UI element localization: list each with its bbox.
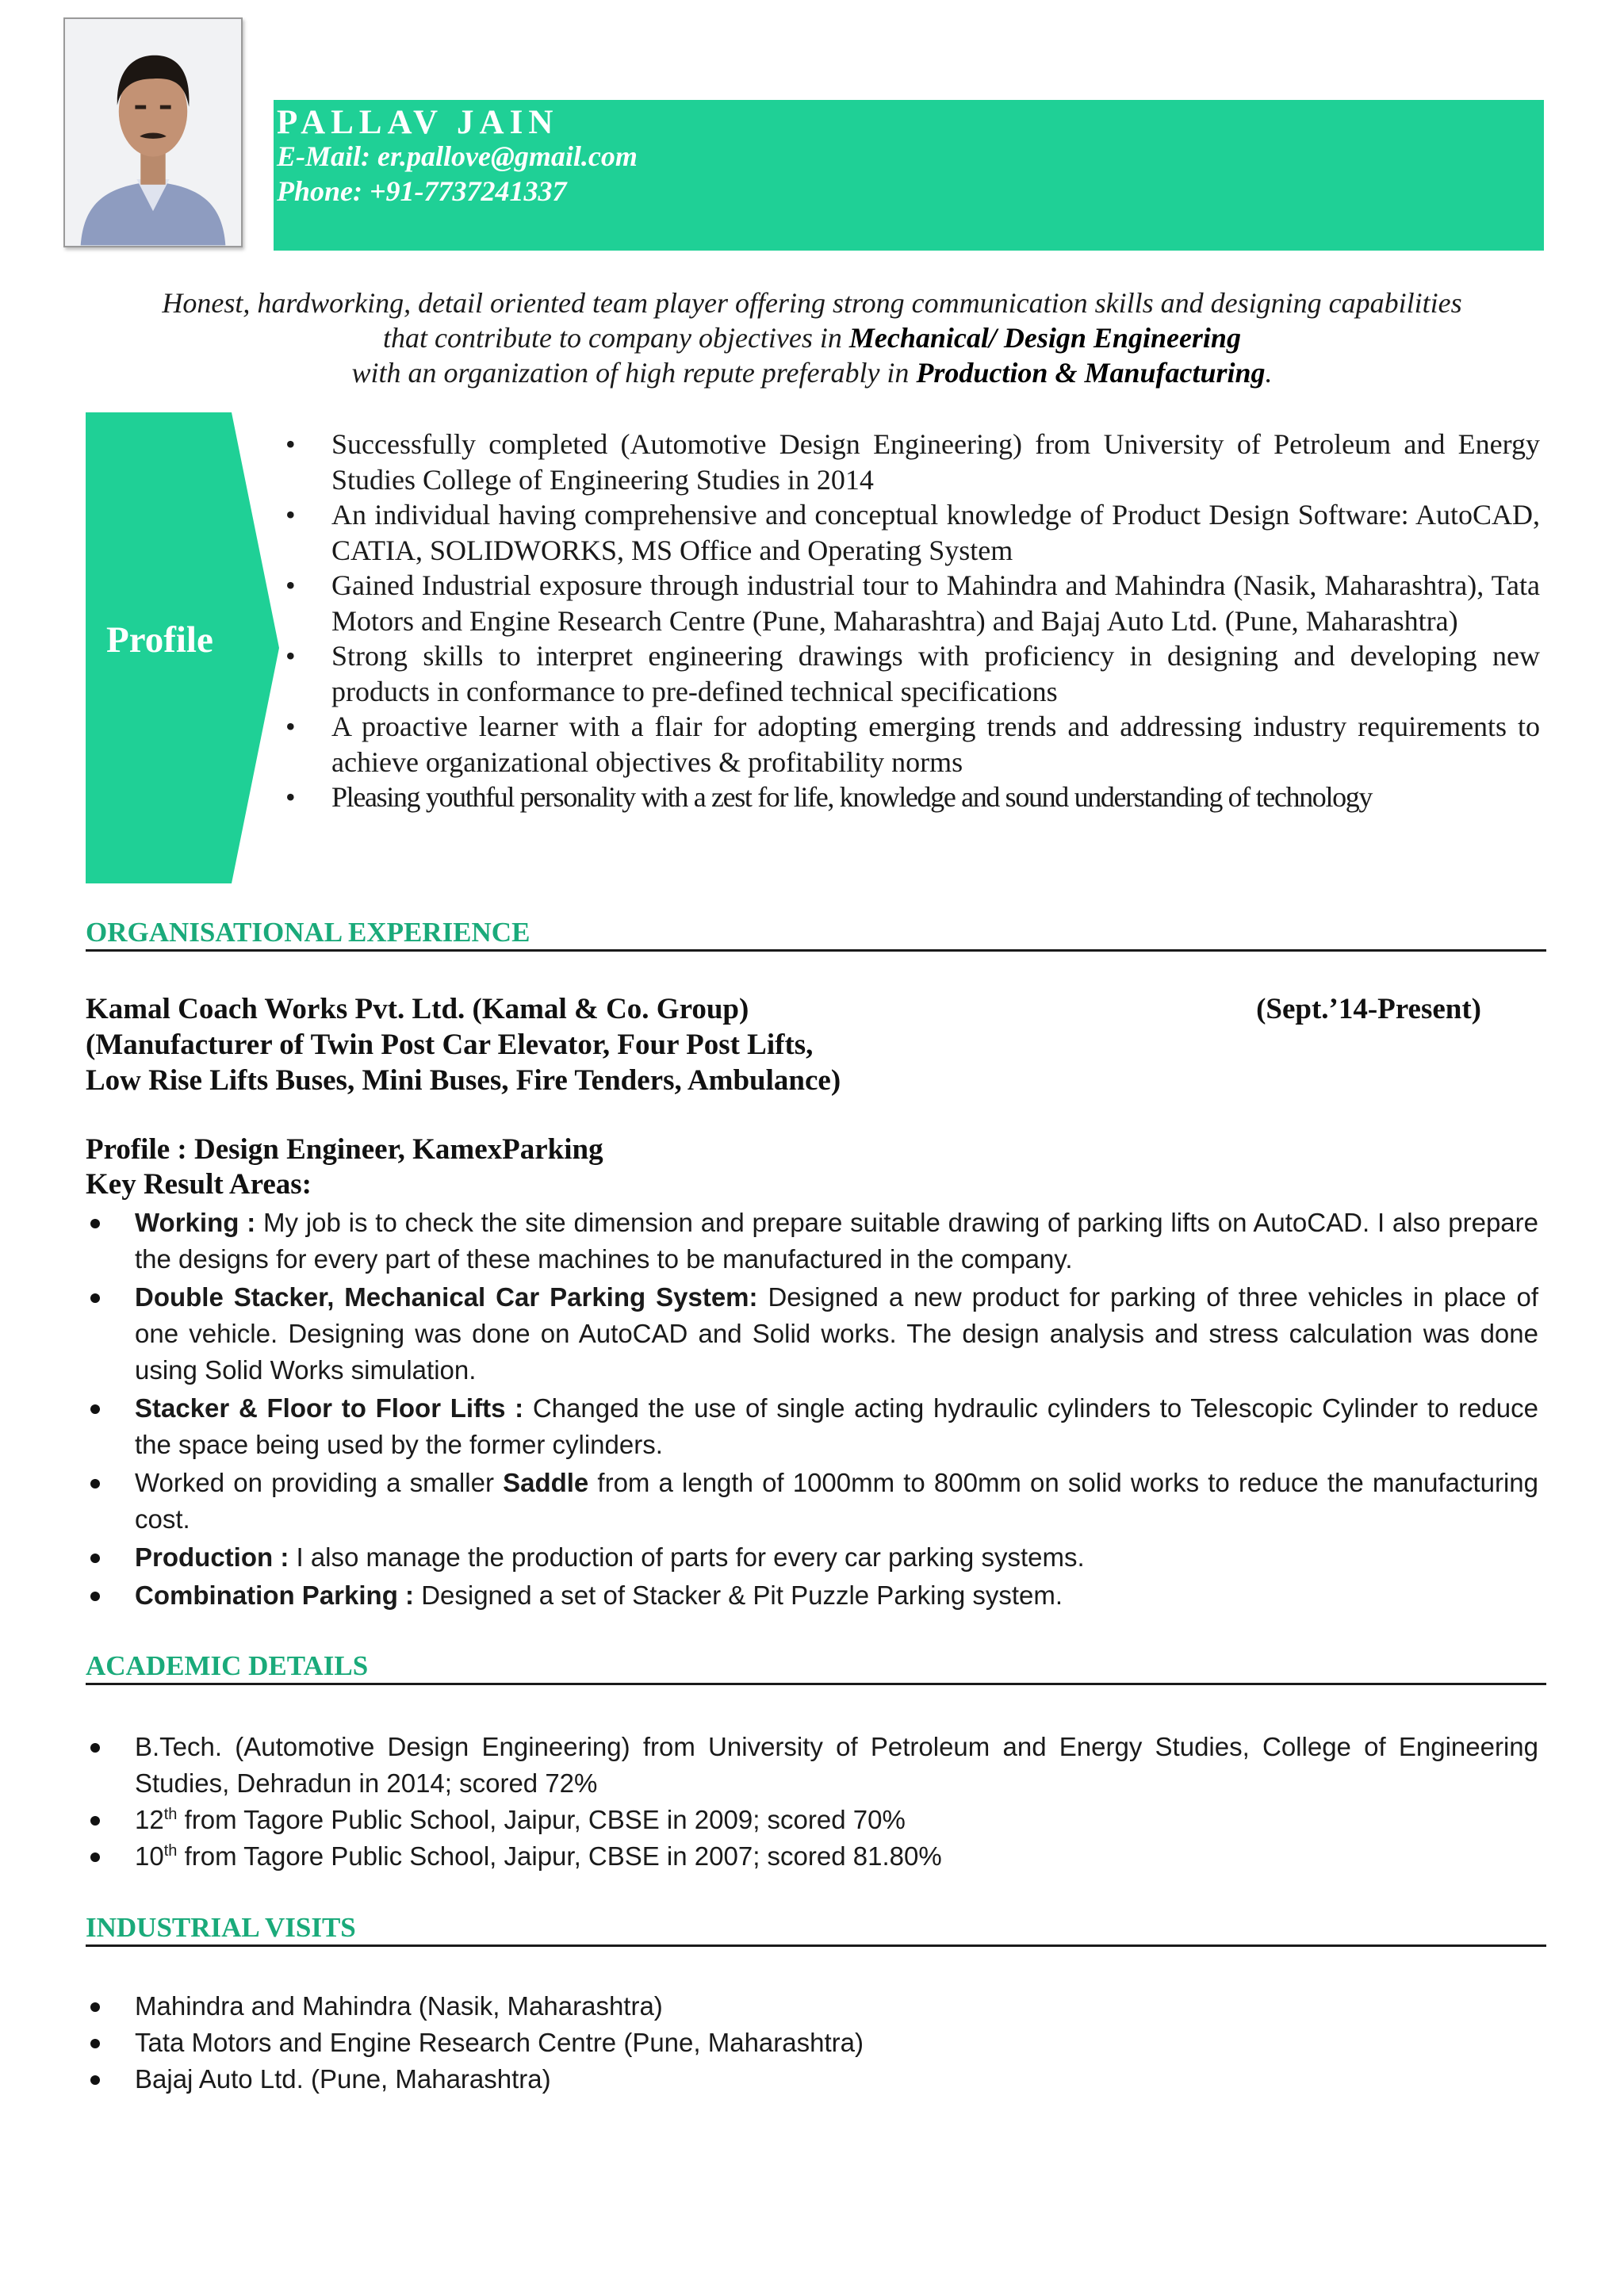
list-item: • Strong skills to interpret engineering drawings with proficiency in designing and developing new products in conformance to pre-defined technical specifications [285, 638, 1540, 709]
kra-list [86, 1205, 1538, 1615]
header-band [274, 100, 1544, 251]
list-item: Tata Motors and Engine Research Centre (Pune, Maharashtra) [86, 2025, 1538, 2061]
email-line: E-Mail: er.pallove@gmail.com [277, 140, 638, 172]
experience-heading: ORGANISATIONAL EXPERIENCE [86, 916, 1546, 952]
visits-list [86, 1988, 1538, 2098]
list-item: Production : I also manage the production of parts for every car parking systems. [86, 1539, 1538, 1576]
academic-heading: ACADEMIC DETAILS [86, 1649, 1546, 1685]
list-item: Mahindra and Mahindra (Nasik, Maharashtra) [86, 1988, 1538, 2025]
company-name: Kamal Coach Works Pvt. Ltd. (Kamal & Co. Group) [86, 993, 749, 1025]
list-item: Combination Parking : Designed a set of Stacker & Pit Puzzle Parking system. [86, 1577, 1538, 1614]
list-item: • Successfully completed (Automotive Design Engineering) from University of Petroleum and Energy Studies College of Engineering Studies in 2014 [285, 427, 1540, 497]
employment-dates: (Sept.’14-Present) [1256, 993, 1481, 1025]
candidate-name: PALLAV JAIN [277, 104, 559, 141]
company-products-line-2: Low Rise Lifts Buses, Mini Buses, Fire Tenders, Ambulance) [86, 1064, 841, 1097]
list-item: • Gained Industrial exposure through industrial tour to Mahindra and Mahindra (Nasik, Maharashtra), Tata Motors and Engine Research Centre (Pune, Maharashtra) and Bajaj Auto Ltd. (Pune, Maharashtra) [285, 568, 1540, 638]
list-item: • An individual having comprehensive and conceptual knowledge of Product Design Software: AutoCAD, CATIA, SOLIDWORKS, MS Office and Operating System [285, 497, 1540, 568]
career-objective [63, 285, 1561, 390]
list-item: Worked on providing a smaller Saddle from a length of 1000mm to 800mm on solid works to reduce the manufacturing cost. [86, 1465, 1538, 1538]
list-item: 12th from Tagore Public School, Jaipur, CBSE in 2009; scored 70% [86, 1802, 1538, 1838]
objective-line-1: Honest, hardworking, detail oriented team player offering strong communication skills and designing capabilities [162, 287, 1462, 319]
profile-list [285, 427, 1540, 815]
list-item: Bajaj Auto Ltd. (Pune, Maharashtra) [86, 2061, 1538, 2098]
list-item: Working : My job is to check the site dimension and prepare suitable drawing of parking lifts on AutoCAD. I also prepare the designs for every part of these machines to be manufactured in the company. [86, 1205, 1538, 1278]
role-block [86, 1132, 603, 1202]
list-item: 10th from Tagore Public School, Jaipur, CBSE in 2007; scored 81.80% [86, 1838, 1538, 1875]
profile-label: Profile [106, 619, 213, 661]
list-item: Stacker & Floor to Floor Lifts : Changed the use of single acting hydraulic cylinders to Telescopic Cylinder to reduce the space being used by the former cylinders. [86, 1390, 1538, 1463]
objective-line-3: with an organization of high repute preferably in Production & Manufacturing. [351, 357, 1273, 389]
list-item: Double Stacker, Mechanical Car Parking System: Designed a new product for parking of three vehicles in place of one vehicle. Designing was done on AutoCAD and Solid works. The design analysis and stress calculation was done using Solid Works simulation. [86, 1279, 1538, 1389]
academic-list [86, 1729, 1538, 1875]
list-item: • A proactive learner with a flair for adopting emerging trends and addressing industry requirements to achieve organizational objectives & profitability norms [285, 709, 1540, 780]
objective-line-2: that contribute to company objectives in Mechanical/ Design Engineering [383, 322, 1241, 354]
list-item: • Pleasing youthful personality with a zest for life, knowledge and sound understanding of technology [285, 780, 1540, 815]
job-role: Profile : Design Engineer, KamexParking [86, 1133, 603, 1166]
visits-heading: INDUSTRIAL VISITS [86, 1911, 1546, 1947]
list-item: B.Tech. (Automotive Design Engineering) from University of Petroleum and Energy Studies, College of Engineering Studies, Dehradun in 2014; scored 72% [86, 1729, 1538, 1802]
profile-photo [63, 17, 243, 247]
company-block [86, 991, 1545, 1098]
company-products-line-1: (Manufacturer of Twin Post Car Elevator, Four Post Lifts, [86, 1029, 814, 1061]
profile-arrow-banner [86, 412, 279, 883]
kra-heading: Key Result Areas: [86, 1168, 312, 1201]
phone-line: Phone: +91-7737241337 [277, 174, 567, 207]
